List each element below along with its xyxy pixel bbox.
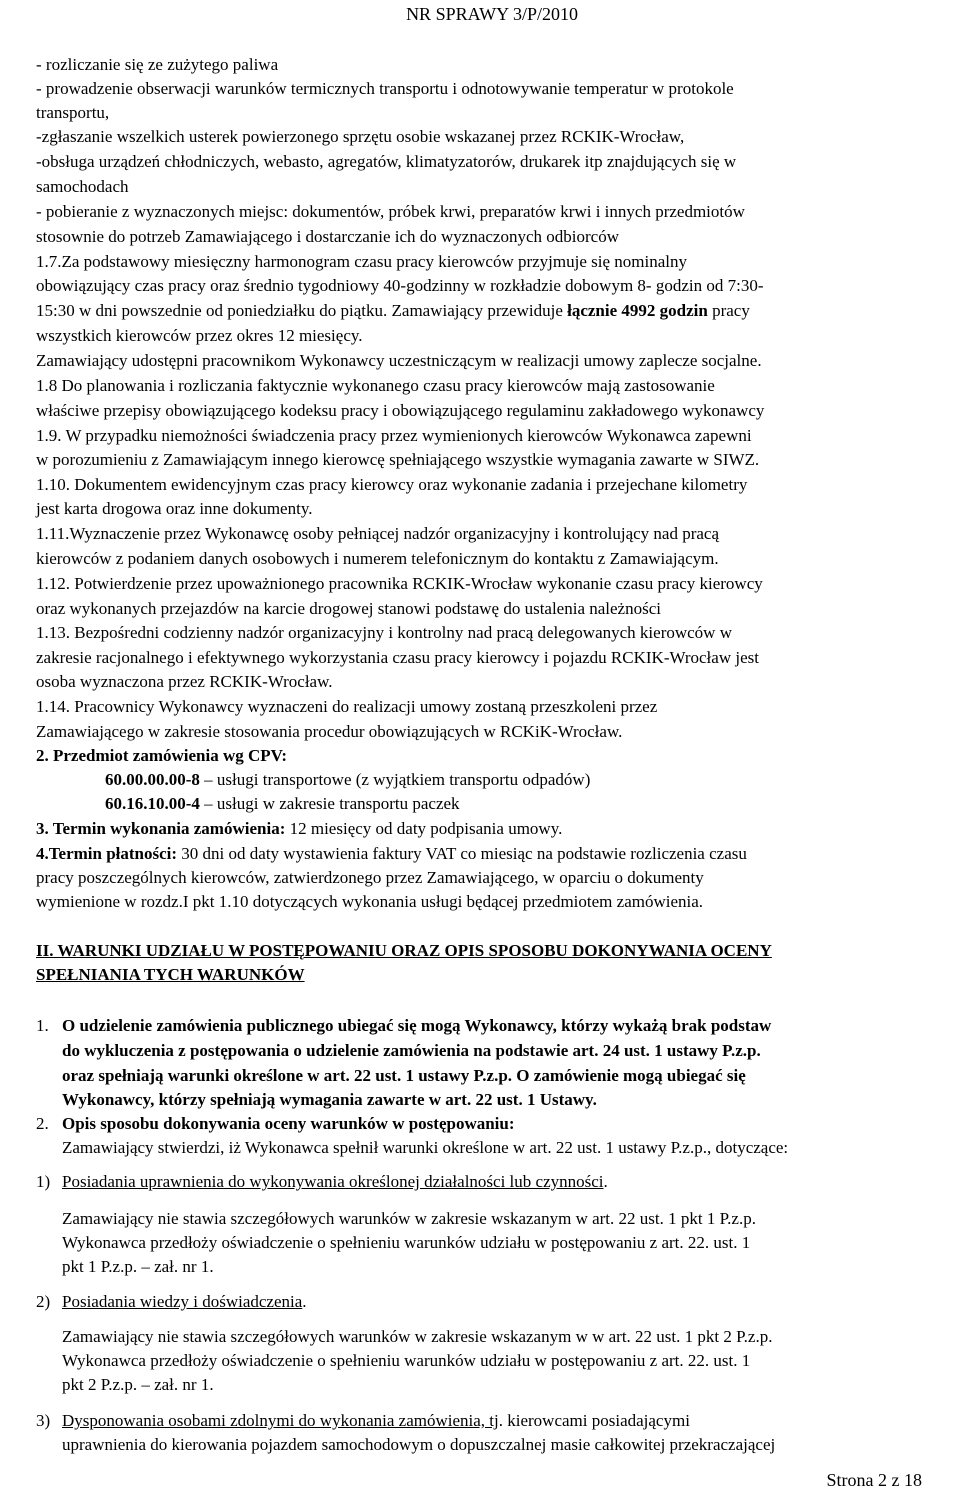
text-line: oraz wykonanych przejazdów na karcie drogowej stanowi podstawę do ustalenia należności xyxy=(36,599,661,618)
section-title: SPEŁNIANIA TYCH WARUNKÓW xyxy=(36,965,305,984)
text-line: oraz spełniają warunki określone w art. 22 ust. 1 ustawy P.z.p. O zamówienie mogą ubiegać się xyxy=(62,1066,746,1085)
payment-line xyxy=(36,844,747,864)
cpv-code: 60.16.10.00-4 xyxy=(105,794,200,813)
text-span: pracy xyxy=(707,301,750,320)
text-line: 1.8 Do planowania i rozliczania faktycznie wykonanego czasu pracy kierowców mają zastosowanie xyxy=(36,376,715,395)
deadline-line xyxy=(36,819,562,839)
text-line: transportu, xyxy=(36,103,110,122)
text-line: w porozumieniu z Zamawiającym innego kierowcę spełniającego wszystkie wymagania zawarte w SIWZ. xyxy=(36,450,760,469)
deadline-text: 12 miesięcy od daty podpisania umowy. xyxy=(285,819,563,838)
text-line xyxy=(36,301,750,321)
list-number: 3) xyxy=(36,1411,51,1430)
text-line: pracy poszczególnych kierowców, zatwierdzonego przez Zamawiającego, w oparciu o dokumenty xyxy=(36,868,704,887)
deadline-label: 3. Termin wykonania zamówienia: xyxy=(36,819,286,838)
text-line: do wykluczenia z postępowania o udzielenie zamówienia na podstawie art. 24 ust. 1 ustawy P.z.p. xyxy=(62,1041,761,1060)
text-line: - rozliczanie się ze zużytego paliwa xyxy=(36,55,279,74)
text-line: Zamawiający stwierdzi, iż Wykonawca spełnił warunki określone w art. 22 ust. 1 ustawy P.z.p., dotyczące: xyxy=(62,1138,789,1157)
cpv-item xyxy=(105,770,590,790)
text-line: Zamawiającego w zakresie stosowania procedur obowiązujących w RCKiK-Wrocław. xyxy=(36,722,623,741)
text-line: Wykonawcy, którzy spełniają wymagania zawarte w art. 22 ust. 1 Ustawy. xyxy=(62,1090,597,1109)
text-line: pkt 1 P.z.p. – zał. nr 1. xyxy=(62,1257,214,1276)
text-line: jest karta drogowa oraz inne dokumenty. xyxy=(36,499,313,518)
text-span: 15:30 w dni powszednie od poniedziałku do piątku. xyxy=(36,301,388,320)
text-line: uprawnienia do kierowania pojazdem samochodowym o dopuszczalnej masie całkowitej przekraczającej xyxy=(62,1435,776,1454)
text-line: 1.9. W przypadku niemożności świadczenia pracy przez wymienionych kierowców Wykonawca zapewni xyxy=(36,426,752,445)
text-line: osoba wyznaczona przez RCKIK-Wrocław. xyxy=(36,672,333,691)
section-title: II. WARUNKI UDZIAŁU W POSTĘPOWANIU ORAZ OPIS SPOSOBU DOKONYWANIA OCENY xyxy=(36,941,772,960)
list-number: 2) xyxy=(36,1292,51,1311)
text-line: Zamawiający nie stawia szczegółowych warunków w zakresie wskazanym w w art. 22 ust. 1 pkt 2 P.z.p. xyxy=(62,1327,773,1346)
text-line: samochodach xyxy=(36,177,129,196)
page-number: Strona 2 z 18 xyxy=(826,1470,922,1490)
text-line: zakresie racjonalnego i efektywnego wykorzystania czasu pracy kierowcy i pojazdu RCKIK-Wrocław jest xyxy=(36,648,759,667)
text-line: stosownie do potrzeb Zamawiającego i dostarczanie ich do wyznaczonych odbiorców xyxy=(36,227,619,246)
payment-label: 4.Termin płatności: xyxy=(36,844,178,863)
condition-title: Posiadania wiedzy i doświadczenia. xyxy=(62,1292,307,1311)
text-line: Wykonawca przedłoży oświadczenie o spełnieniu warunków udziału w postępowaniu z art. 22. ust. 1 xyxy=(62,1233,751,1252)
text-line: właściwe przepisy obowiązującego kodeksu pracy i obowiązującego regulaminu zakładowego wykonawcy xyxy=(36,401,765,420)
text-line: wymienione w rozdz.I pkt 1.10 dotyczących wykonania usługi będącej przedmiotem zamówienia. xyxy=(36,892,704,911)
condition-title: Dysponowania osobami zdolnymi do wykonania zamówienia, tj. kierowcami posiadającymi xyxy=(62,1411,690,1430)
payment-text: 30 dni od daty wystawienia faktury VAT co miesiąc na podstawie rozliczenia czasu xyxy=(177,844,747,863)
list-number: 1) xyxy=(36,1172,51,1191)
text-line: Zamawiający udostępni pracownikom Wykonawcy uczestniczącym w realizacji umowy zaplecze socjalne. xyxy=(36,351,762,370)
text-line: O udzielenie zamówienia publicznego ubiegać się mogą Wykonawcy, którzy wykażą brak podstaw xyxy=(62,1016,772,1035)
text-line: - pobieranie z wyznaczonych miejsc: dokumentów, próbek krwi, preparatów krwi i innych przedmiotów xyxy=(36,202,745,221)
cpv-heading: 2. Przedmiot zamówienia wg CPV: xyxy=(36,746,288,765)
text-line: wszystkich kierowców przez okres 12 miesięcy. xyxy=(36,326,363,345)
text-line: -obsługa urządzeń chłodniczych, webasto, agregatów, klimatyzatorów, drukarek itp znajdujących się w xyxy=(36,152,737,171)
text-line: - prowadzenie obserwacji warunków termicznych transportu i odnotowywanie temperatur w protokole xyxy=(36,79,734,98)
text-line: 1.12. Potwierdzenie przez upoważnionego pracownika RCKIK-Wrocław wykonanie czasu pracy kierowcy xyxy=(36,574,763,593)
text-line: Wykonawca przedłoży oświadczenie o spełnieniu warunków udziału w postępowaniu z art. 22. ust. 1 xyxy=(62,1351,751,1370)
text-span: Zamawiający przewiduje xyxy=(391,301,568,320)
text-line: 1.13. Bezpośredni codzienny nadzór organizacyjny i kontrolny nad pracą delegowanych kierowców w xyxy=(36,623,732,642)
case-number-header: NR SPRAWY 3/P/2010 xyxy=(406,4,578,24)
hours-total: łącznie 4992 godzin xyxy=(567,301,708,320)
cpv-item xyxy=(105,794,460,814)
text-line: obowiązujący czas pracy oraz średnio tygodniowy 40-godzinny w rozkładzie dobowym 8- godzin od 7:30- xyxy=(36,276,764,295)
text-line: Opis sposobu dokonywania oceny warunków w postępowaniu: xyxy=(62,1114,515,1133)
list-number: 2. xyxy=(36,1114,49,1133)
text-line: 1.14. Pracownicy Wykonawcy wyznaczeni do realizacji umowy zostaną przeszkoleni przez xyxy=(36,697,658,716)
list-number: 1. xyxy=(36,1016,49,1035)
text-line: 1.7.Za podstawowy miesięczny harmonogram czasu pracy kierowców przyjmuje się nominalny xyxy=(36,252,687,271)
text-line: Zamawiający nie stawia szczegółowych warunków w zakresie wskazanym w art. 22 ust. 1 pkt 1 P.z.p. xyxy=(62,1209,756,1228)
text-line: 1.10. Dokumentem ewidencyjnym czas pracy kierowcy oraz wykonanie zadania i przejechane kilometry xyxy=(36,475,748,494)
condition-title: Posiadania uprawnienia do wykonywania określonej działalności lub czynności. xyxy=(62,1172,608,1191)
text-line: pkt 2 P.z.p. – zał. nr 1. xyxy=(62,1375,214,1394)
cpv-description: – usługi w zakresie transportu paczek xyxy=(199,794,460,813)
cpv-description: – usługi transportowe (z wyjątkiem transportu odpadów) xyxy=(199,770,591,789)
text-line: kierowców z podaniem danych osobowych i numerem telefonicznym do kontaktu z Zamawiającym. xyxy=(36,549,719,568)
text-line: 1.11.Wyznaczenie przez Wykonawcę osoby pełniącej nadzór organizacyjny i kontrolujący nad pracą xyxy=(36,524,720,543)
text-line: -zgłaszanie wszelkich usterek powierzonego sprzętu osobie wskazanej przez RCKIK-Wrocław, xyxy=(36,127,685,146)
cpv-code: 60.00.00.00-8 xyxy=(105,770,200,789)
